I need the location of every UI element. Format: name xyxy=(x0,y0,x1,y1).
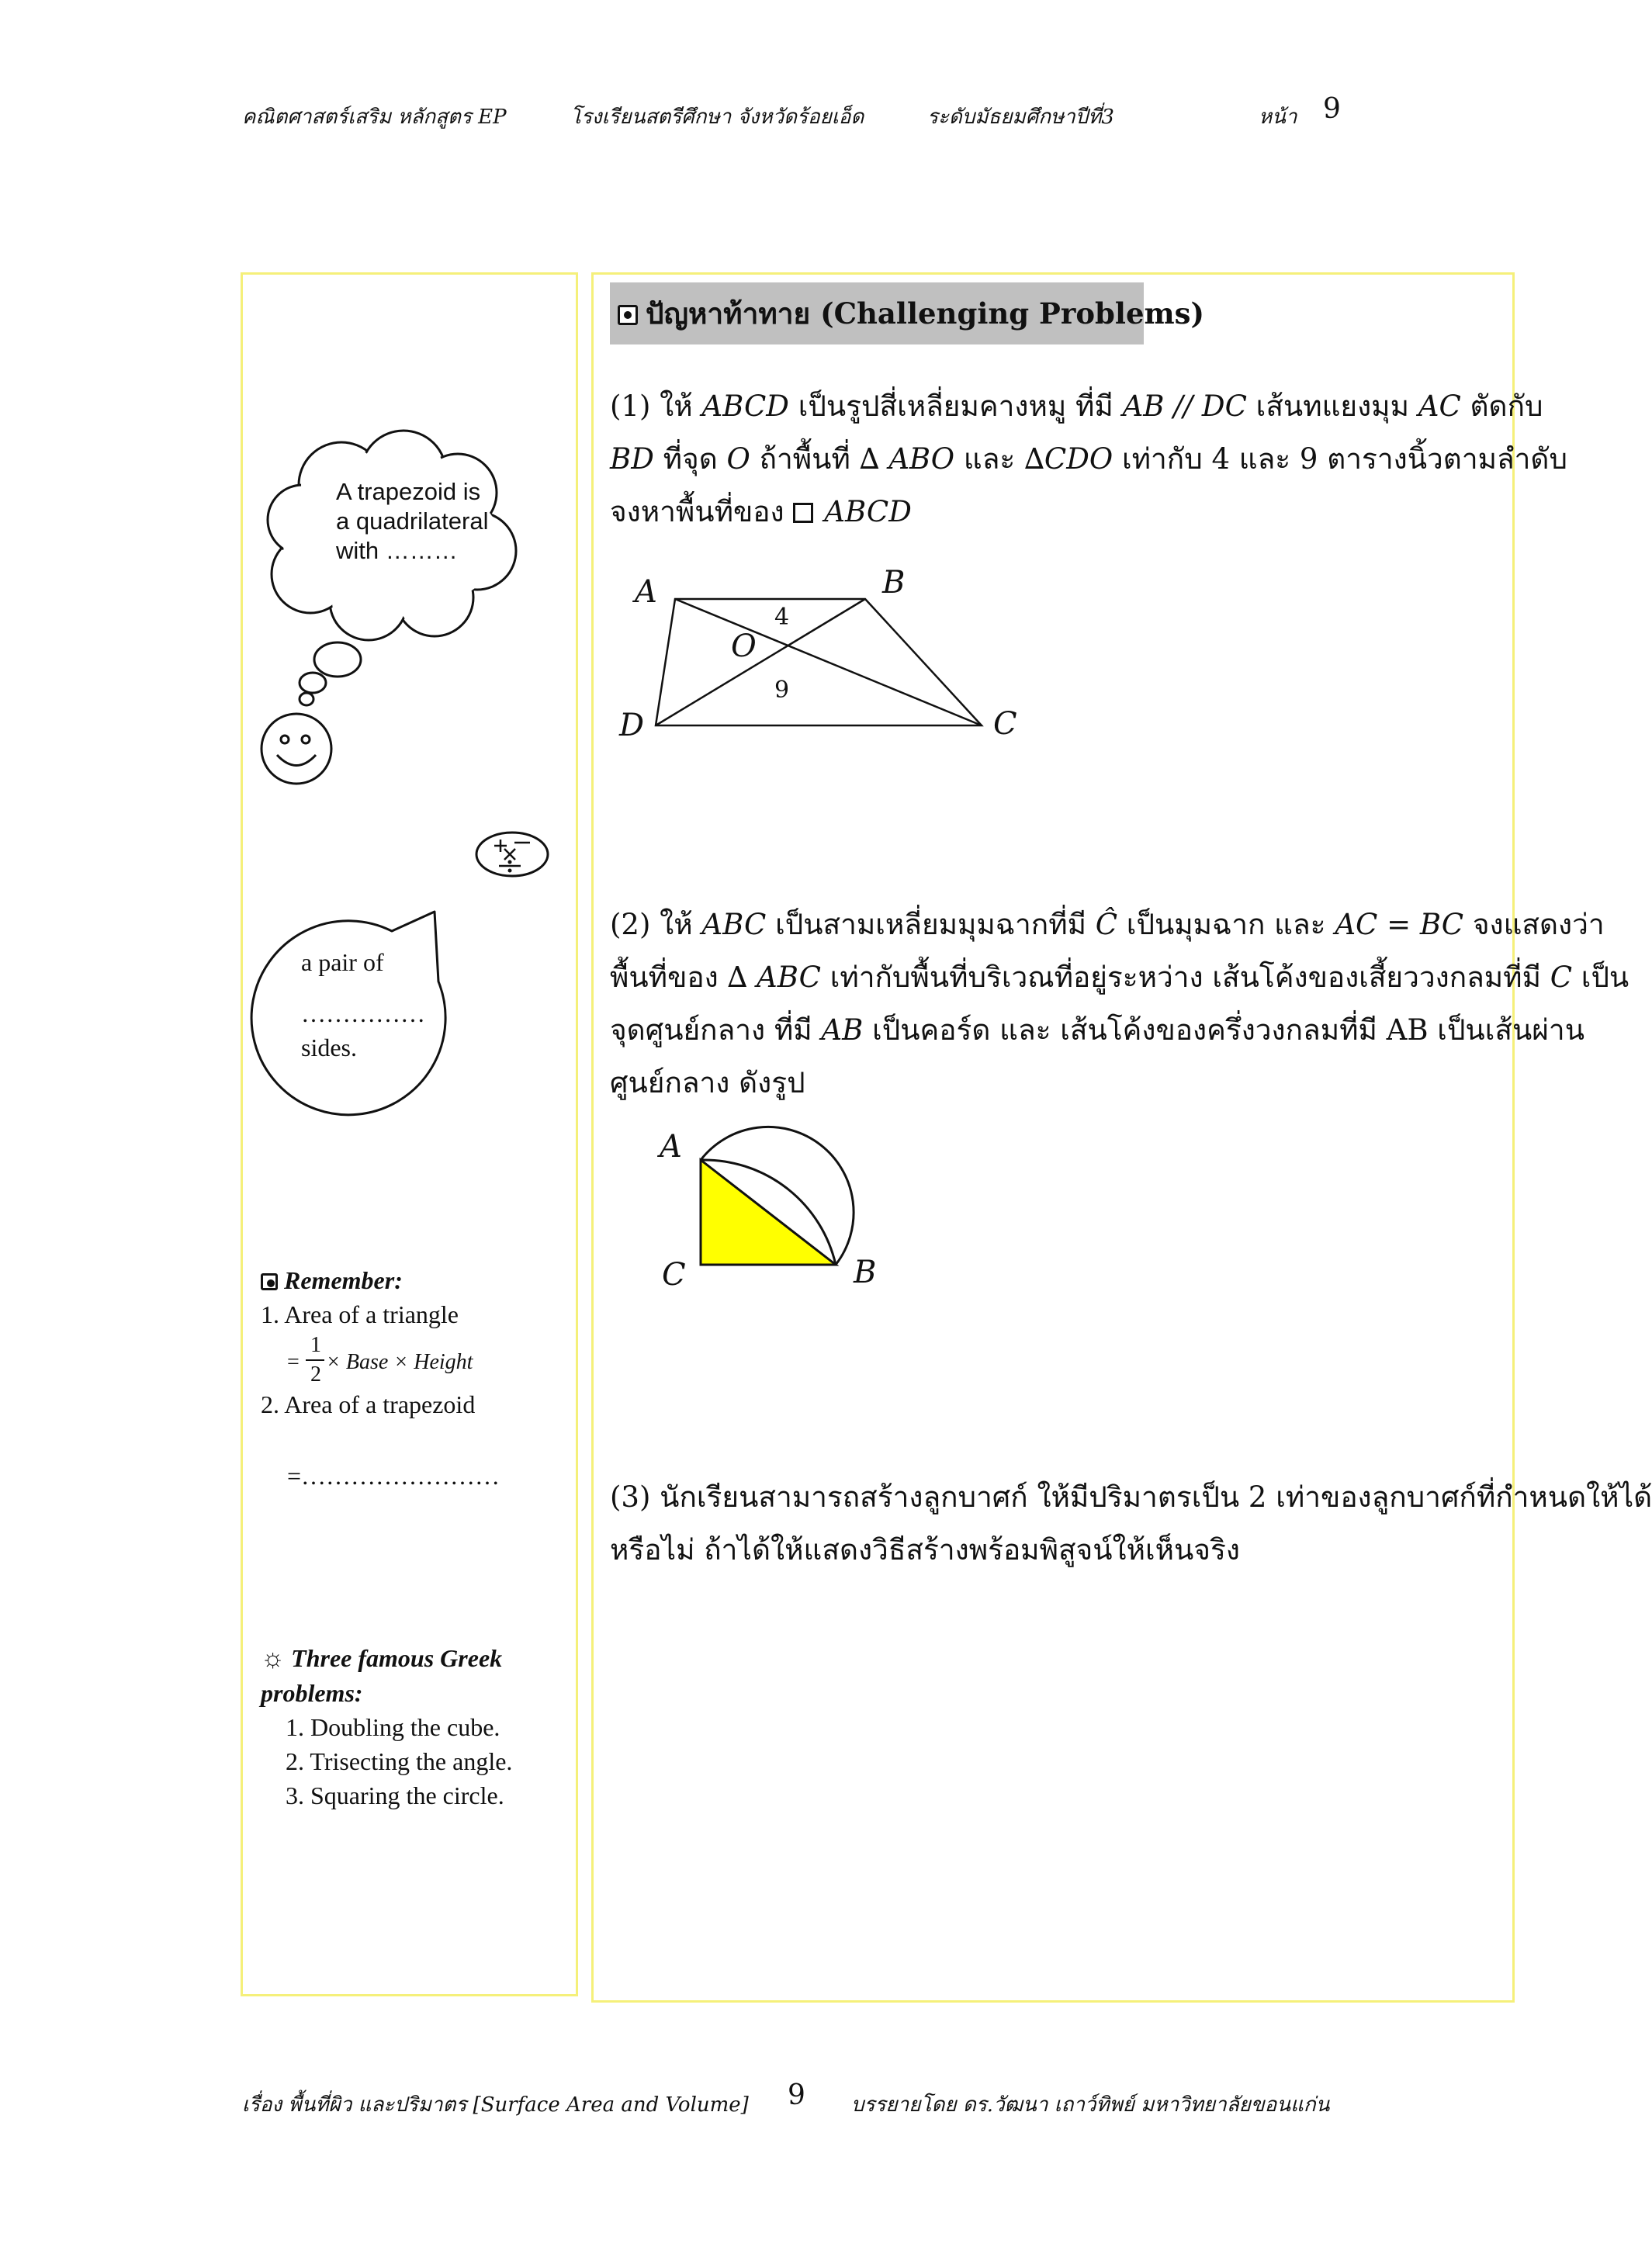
section-title xyxy=(610,282,1204,344)
bullet-square-icon xyxy=(618,305,638,325)
fig2-label-B: B xyxy=(854,1255,877,1290)
remember-section xyxy=(261,1263,459,1331)
header-page-label: หน้า xyxy=(1259,106,1297,129)
formula-numerator: 1 xyxy=(310,1333,321,1357)
cloud-line: A trapezoid is xyxy=(336,478,481,505)
formula-equals: = xyxy=(287,1350,300,1374)
remember-item-1: 1. Area of a triangle xyxy=(261,1300,459,1328)
section-title-text: ปัญหาท้าทาย (Challenging Problems) xyxy=(646,296,1204,331)
speech-line: a pair of xyxy=(301,948,384,976)
header-course: คณิตศาสตร์เสริม หลักสูตร EP xyxy=(242,106,507,129)
greek-item: 1. Doubling the cube. xyxy=(286,1713,500,1741)
greek-item: 3. Squaring the circle. xyxy=(286,1781,504,1809)
greek-item: 2. Trisecting the angle. xyxy=(286,1747,513,1775)
speech-bubble-text xyxy=(301,945,425,1065)
formula-denominator: 2 xyxy=(310,1362,321,1387)
header-page-number: 9 xyxy=(1323,93,1341,125)
footer-topic: เรื่อง พื้นที่ผิว และปริมาตร [Surface Area and Volume] xyxy=(242,2093,749,2117)
footer-page-number: 9 xyxy=(788,2079,805,2111)
cloud-line: a quadrilateral xyxy=(336,507,489,535)
problem-2: (2) ให้ ABC เป็นสามเหลี่ยมมุมฉากที่มี Ĉ เป็นมุมฉาก และ AC = BC จงแสดงว่า พื้นที่ของ ∆ ABC เท่ากับพื้นที่บริเวณที่อยู่ระหว่าง เส้นโค้งของเสี้ยววงกลมที่มี C เป็น จุดศูนย์กลาง ที่มี AB เป็นคอร์ด และ เส้นโค้งของครึ่งวงกลมที่มี AB เป็นเส้นผ่าน ศูนย์กลาง ดังรูป xyxy=(610,908,1629,1099)
greek-title-2: problems: xyxy=(261,1679,363,1707)
remember-title: Remember: xyxy=(284,1266,403,1294)
trapezoid-figure xyxy=(621,566,1055,753)
speech-line: …………… xyxy=(301,999,425,1027)
fig1-label-D: D xyxy=(619,708,645,743)
square-symbol-icon xyxy=(793,503,813,523)
fig1-area-bottom: 9 xyxy=(774,677,790,704)
greek-title: Three famous Greek xyxy=(291,1644,503,1672)
sun-icon: ☼ xyxy=(261,1644,286,1673)
fig1-label-C: C xyxy=(993,706,1017,742)
fig1-label-O: O xyxy=(731,628,757,664)
thought-cloud-illustration xyxy=(248,419,574,791)
fig1-label-A: A xyxy=(635,574,657,610)
formula-rest: × Base × Height xyxy=(326,1350,473,1374)
cloud-line: with ……… xyxy=(336,537,458,564)
speech-line: sides. xyxy=(301,1033,357,1061)
remember-item-2-blank: =…………………… xyxy=(287,1462,500,1490)
header-level: ระดับมัธยมศึกษาปีที่3 xyxy=(927,106,1114,129)
fig2-label-C: C xyxy=(662,1257,686,1293)
smiley-icon xyxy=(261,714,331,784)
problem-1: (1) ให้ ABCD เป็นรูปสี่เหลี่ยมคางหมู ที่มี AB // DC เส้นทแยงมุม AC ตัดกับ BD ที่จุด O ถ้าพื้นที่ ∆ ABO และ ∆CDO เท่ากับ 4 และ 9 ตารางนิ้วตามลำดับ จงหาพื้นที่ของ ABCD xyxy=(610,390,1567,528)
footer-lecturer: บรรยายโดย ดร.วัฒนา เถาว์ทิพย์ มหาวิทยาลัยขอนแก่น xyxy=(851,2093,1330,2117)
fig2-label-A: A xyxy=(660,1129,682,1165)
greek-problems-section xyxy=(261,1641,512,1812)
bullet-square-icon xyxy=(261,1273,278,1290)
cloud-text xyxy=(336,477,488,566)
problem-3: (3) นักเรียนสามารถสร้างลูกบาศก์ ให้มีปริมาตรเป็น 2 เท่าของลูกบาศก์ที่กำหนดให้ได้ หรือไม่ ถ้าได้ให้แสดงวิธีสร้างพร้อมพิสูจน์ให้เห็นจริง xyxy=(610,1480,1652,1567)
fig1-label-B: B xyxy=(882,565,906,601)
header-school: โรงเรียนสตรีศึกษา จังหวัดร้อยเอ็ด xyxy=(570,106,864,129)
fig1-area-top: 4 xyxy=(774,604,790,631)
math-symbols-icon xyxy=(473,829,551,880)
fraction-bar xyxy=(306,1359,324,1361)
remember-item-2: 2. Area of a trapezoid xyxy=(261,1390,476,1418)
